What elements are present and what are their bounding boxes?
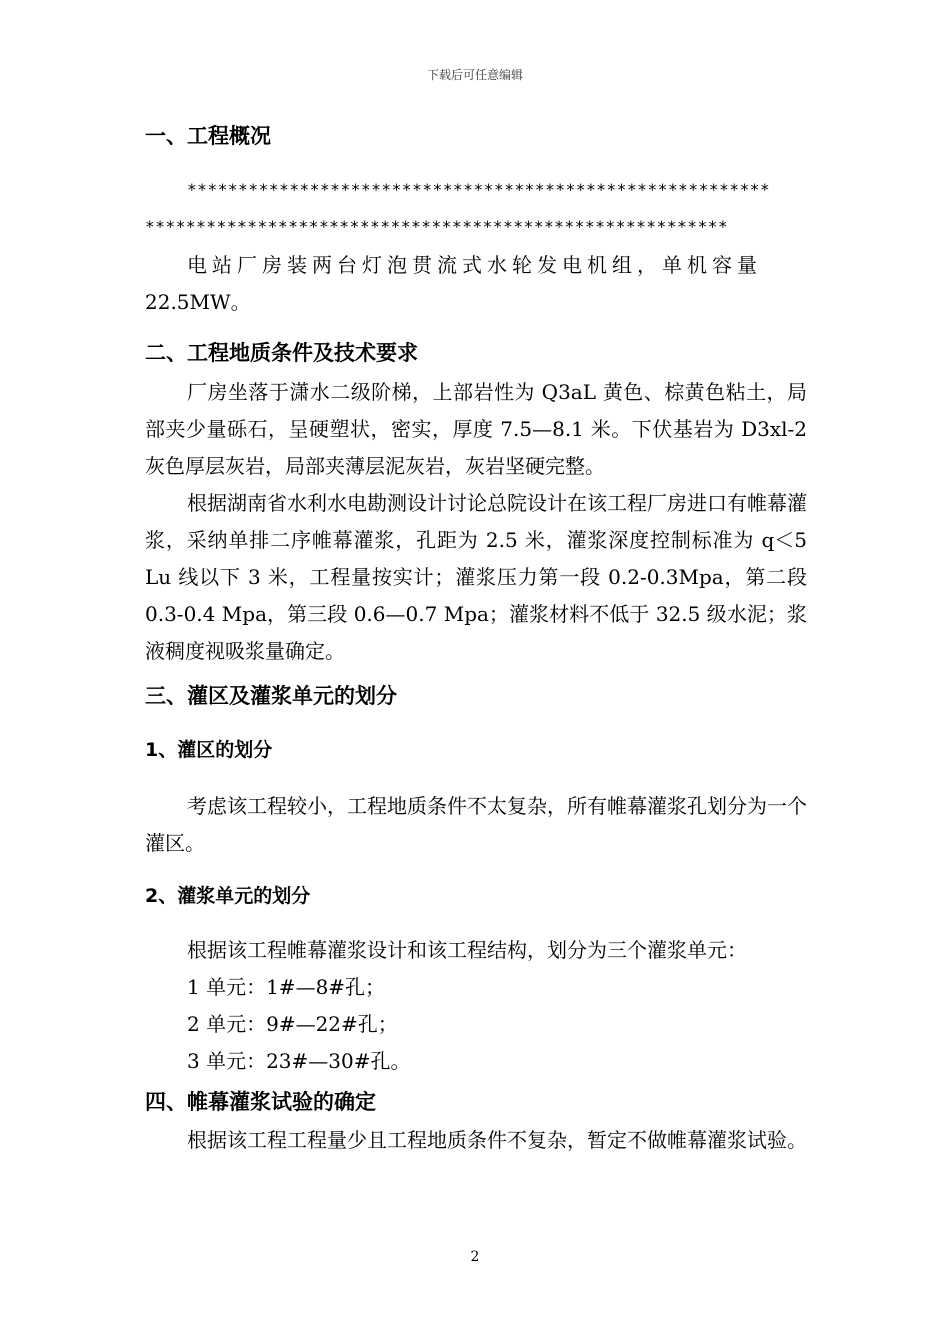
section-2-title: 二、工程地质条件及技术要求	[145, 341, 418, 365]
subsection-3-1-title: 1、灌区的划分	[145, 739, 273, 761]
section-4-title: 四、帷幕灌浆试验的确定	[145, 1090, 376, 1114]
subsection-3-1-paragraph: 考虑该工程较小，工程地质条件不太复杂，所有帷幕灌浆孔划分为一个灌区。	[145, 794, 807, 855]
section-1-paragraph: 电站厂房装两台灯泡贯流式水轮发电机组，单机容量	[187, 253, 762, 277]
page-number: 2	[470, 1249, 480, 1265]
unit-item-1: 1 单元：1#—8#孔；	[187, 975, 386, 999]
subsection-3-2-paragraph: 根据该工程帷幕灌浆设计和该工程结构，划分为三个灌浆单元：	[187, 938, 747, 962]
subsection-3-2-title: 2、灌浆单元的划分	[145, 885, 311, 907]
section-2-paragraph-1: 厂房坐落于潇水二级阶梯，上部岩性为 Q3aL 黄色、棕黄色粘土，局部夹少量砾石，呈硬塑状，密实，厚度 7.5—8.1 米。下伏基岩为 D3xl-2 灰色厚层灰岩，局部夹薄层泥灰岩，灰岩坚硬完整。	[145, 380, 807, 478]
section-1-paragraph-cont: 22.5MW。	[145, 290, 251, 314]
redacted-line-2: *********************************************************	[145, 217, 729, 236]
section-4-paragraph: 根据该工程工程量少且工程地质条件不复杂，暂定不做帷幕灌浆试验。	[187, 1128, 807, 1152]
section-1-title: 一、工程概况	[145, 124, 271, 148]
redacted-line-1: *********************************************************	[187, 180, 771, 199]
header-note: 下载后可任意编辑	[426, 68, 523, 82]
document-body	[145, 118, 807, 1159]
unit-item-2: 2 单元：9#—22#孔；	[187, 1012, 398, 1036]
section-3-title: 三、灌区及灌浆单元的划分	[145, 684, 397, 708]
section-2-paragraph-2: 根据湖南省水利水电勘测设计讨论总院设计在该工程厂房进口有帷幕灌浆，采纳单排二序帷幕灌浆，孔距为 2.5 米，灌浆深度控制标准为 q＜5 Lu 线以下 3 米，工程量按实计；灌浆压力第一段 0.2-0.3Mpa，第二段 0.3-0.4 Mpa，第三段 0.6—0.7 Mpa；灌浆材料不低于 32.5 级水泥；浆液稠度视吸浆量确定。	[145, 491, 807, 663]
unit-item-3: 3 单元：23#—30#孔。	[187, 1049, 411, 1073]
